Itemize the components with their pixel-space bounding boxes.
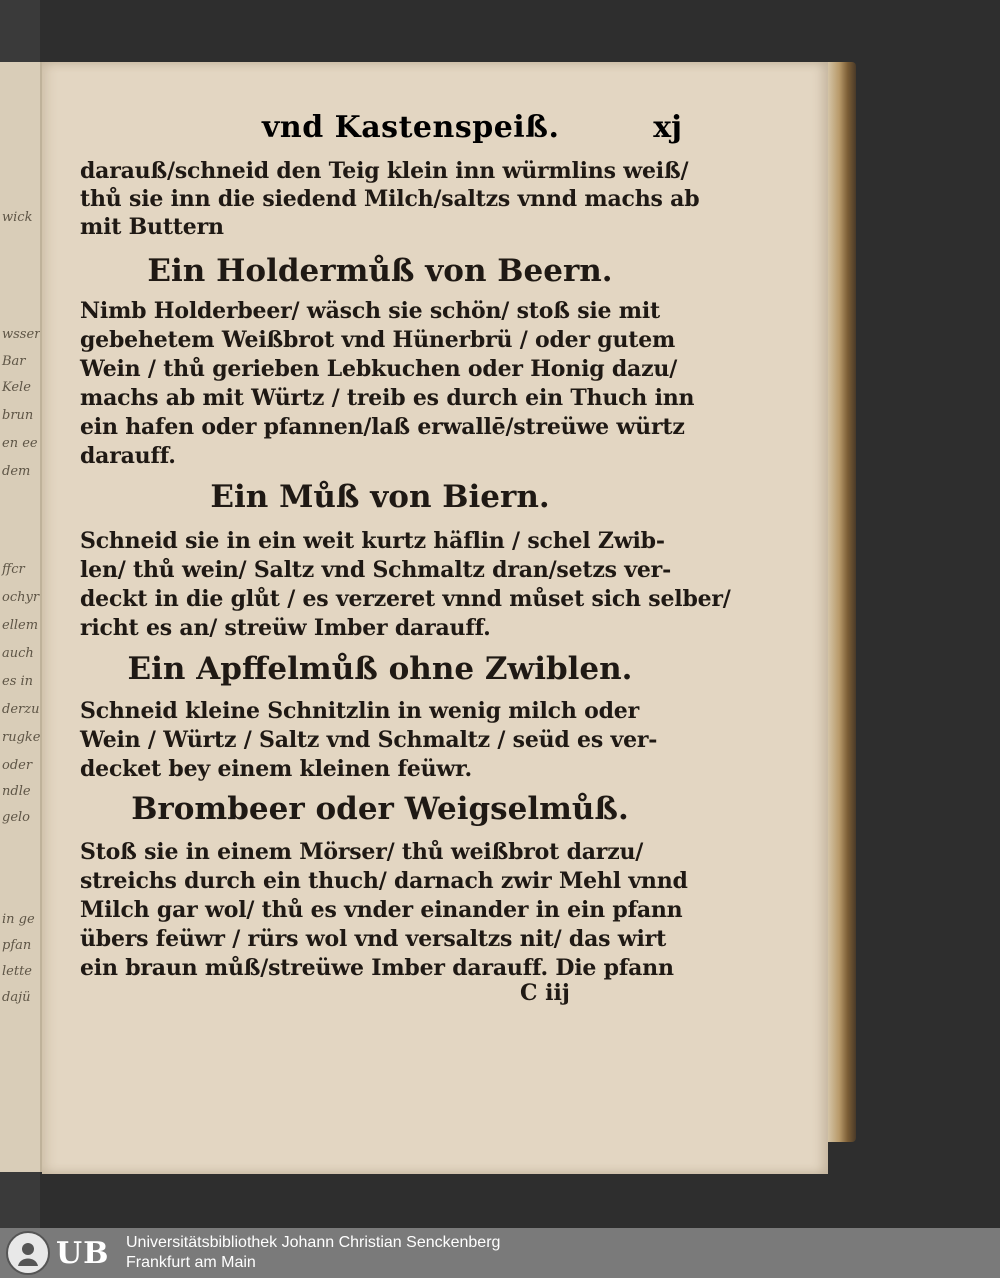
prev-page-fragment: ndle — [2, 784, 31, 799]
prev-page-fragment: ffcr — [2, 562, 25, 577]
running-head — [262, 110, 682, 150]
prev-page-fragment: gelo — [2, 810, 30, 825]
text-line: Wein / Würtz / Saltz vnd Schmaltz / seüd es ver- — [80, 727, 658, 753]
text-line: darauß/schneid den Teig klein inn würmlins weiß/ — [80, 158, 689, 184]
section-heading: Brombeer oder Weigselmůß. — [131, 791, 629, 827]
text-line: mit Buttern — [80, 214, 224, 240]
text-line: machs ab mit Würtz / treib es durch ein Thuch inn — [80, 385, 695, 411]
prev-page-fragment: es in — [2, 674, 34, 689]
logo-text: UB — [56, 1235, 110, 1271]
prev-page-fragment: brun — [2, 408, 34, 423]
text-line: decket bey einem kleinen feüwr. — [80, 756, 472, 782]
prev-page-fragment: wsser — [2, 327, 41, 342]
running-title: vnd Kastenspeiß. — [262, 110, 560, 145]
library-logo[interactable] — [6, 1232, 116, 1274]
prev-page-fragment: ochyr — [2, 590, 40, 605]
text-line: Schneid sie in ein weit kurtz häflin / schel Zwib- — [80, 528, 665, 554]
text-line: darauff. — [80, 443, 176, 469]
text-line: richt es an/ streüw Imber darauff. — [80, 615, 491, 641]
prev-page-fragment: ellem — [2, 618, 39, 633]
prev-page-fragment: lette — [2, 964, 32, 979]
prev-page-fragment: oder — [2, 758, 33, 773]
text-line: Stoß sie in einem Mörser/ thů weißbrot darzu/ — [80, 839, 644, 865]
text-line: len/ thů wein/ Saltz vnd Schmaltz dran/setzs ver- — [80, 557, 671, 583]
prev-page-fragment: en ee — [2, 436, 38, 451]
text-line: übers feüwr / rürs wol vnd versaltzs nit/ das wirt — [80, 926, 667, 952]
prev-page-fragment: derzu — [2, 702, 40, 717]
prev-page-fragment: dem — [2, 464, 31, 479]
library-name: Universitätsbibliothek Johann Christian Senckenberg — [126, 1234, 501, 1251]
section-heading: Ein Apffelmůß ohne Zwiblen. — [127, 651, 633, 687]
text-line: ein hafen oder pfannen/laß erwallē/streüwe würtz — [80, 414, 685, 440]
prev-page-fragment: pfan — [2, 938, 32, 953]
prev-page-fragment: in ge — [2, 912, 35, 927]
text-line: ein braun můß/streüwe Imber darauff. Die pfann — [80, 955, 674, 981]
text-line: Milch gar wol/ thů es vnder einander in ein pfann — [80, 897, 683, 923]
text-line: streichs durch ein thuch/ darnach zwir Mehl vnnd — [80, 868, 688, 894]
section-heading: Ein Holdermůß von Beern. — [147, 253, 613, 289]
prev-page-fragment: auch — [2, 646, 34, 661]
text-line: thů sie inn die siedend Milch/saltzs vnnd machs ab — [80, 186, 700, 212]
text-line: Schneid kleine Schnitzlin in wenig milch oder — [80, 698, 639, 724]
prev-page-fragment: Kele — [2, 380, 31, 395]
signature-mark: C iij — [520, 980, 570, 1006]
section-heading: Ein Můß von Biern. — [210, 479, 550, 515]
library-city: Frankfurt am Main — [126, 1254, 256, 1271]
prev-page-fragment: dajü — [2, 990, 31, 1005]
text-line: deckt in die glůt / es verzeret vnnd můset sich selber/ — [80, 586, 731, 612]
text-line: gebehetem Weißbrot vnd Hünerbrü / oder gutem — [80, 327, 676, 353]
seal-icon — [6, 1231, 50, 1275]
folio-number: xj — [653, 110, 682, 145]
text-line: Nimb Holderbeer/ wäsch sie schön/ stoß sie mit — [80, 298, 660, 324]
prev-page-fragment: rugke — [2, 730, 41, 745]
prev-page-fragment: wick — [2, 210, 33, 225]
prev-page-fragment: Bar — [2, 354, 26, 369]
text-line: Wein / thů gerieben Lebkuchen oder Honig dazu/ — [80, 356, 678, 382]
library-footer — [0, 1228, 1000, 1278]
previous-page-edge — [0, 62, 42, 1172]
page-fore-edge — [828, 62, 856, 1142]
